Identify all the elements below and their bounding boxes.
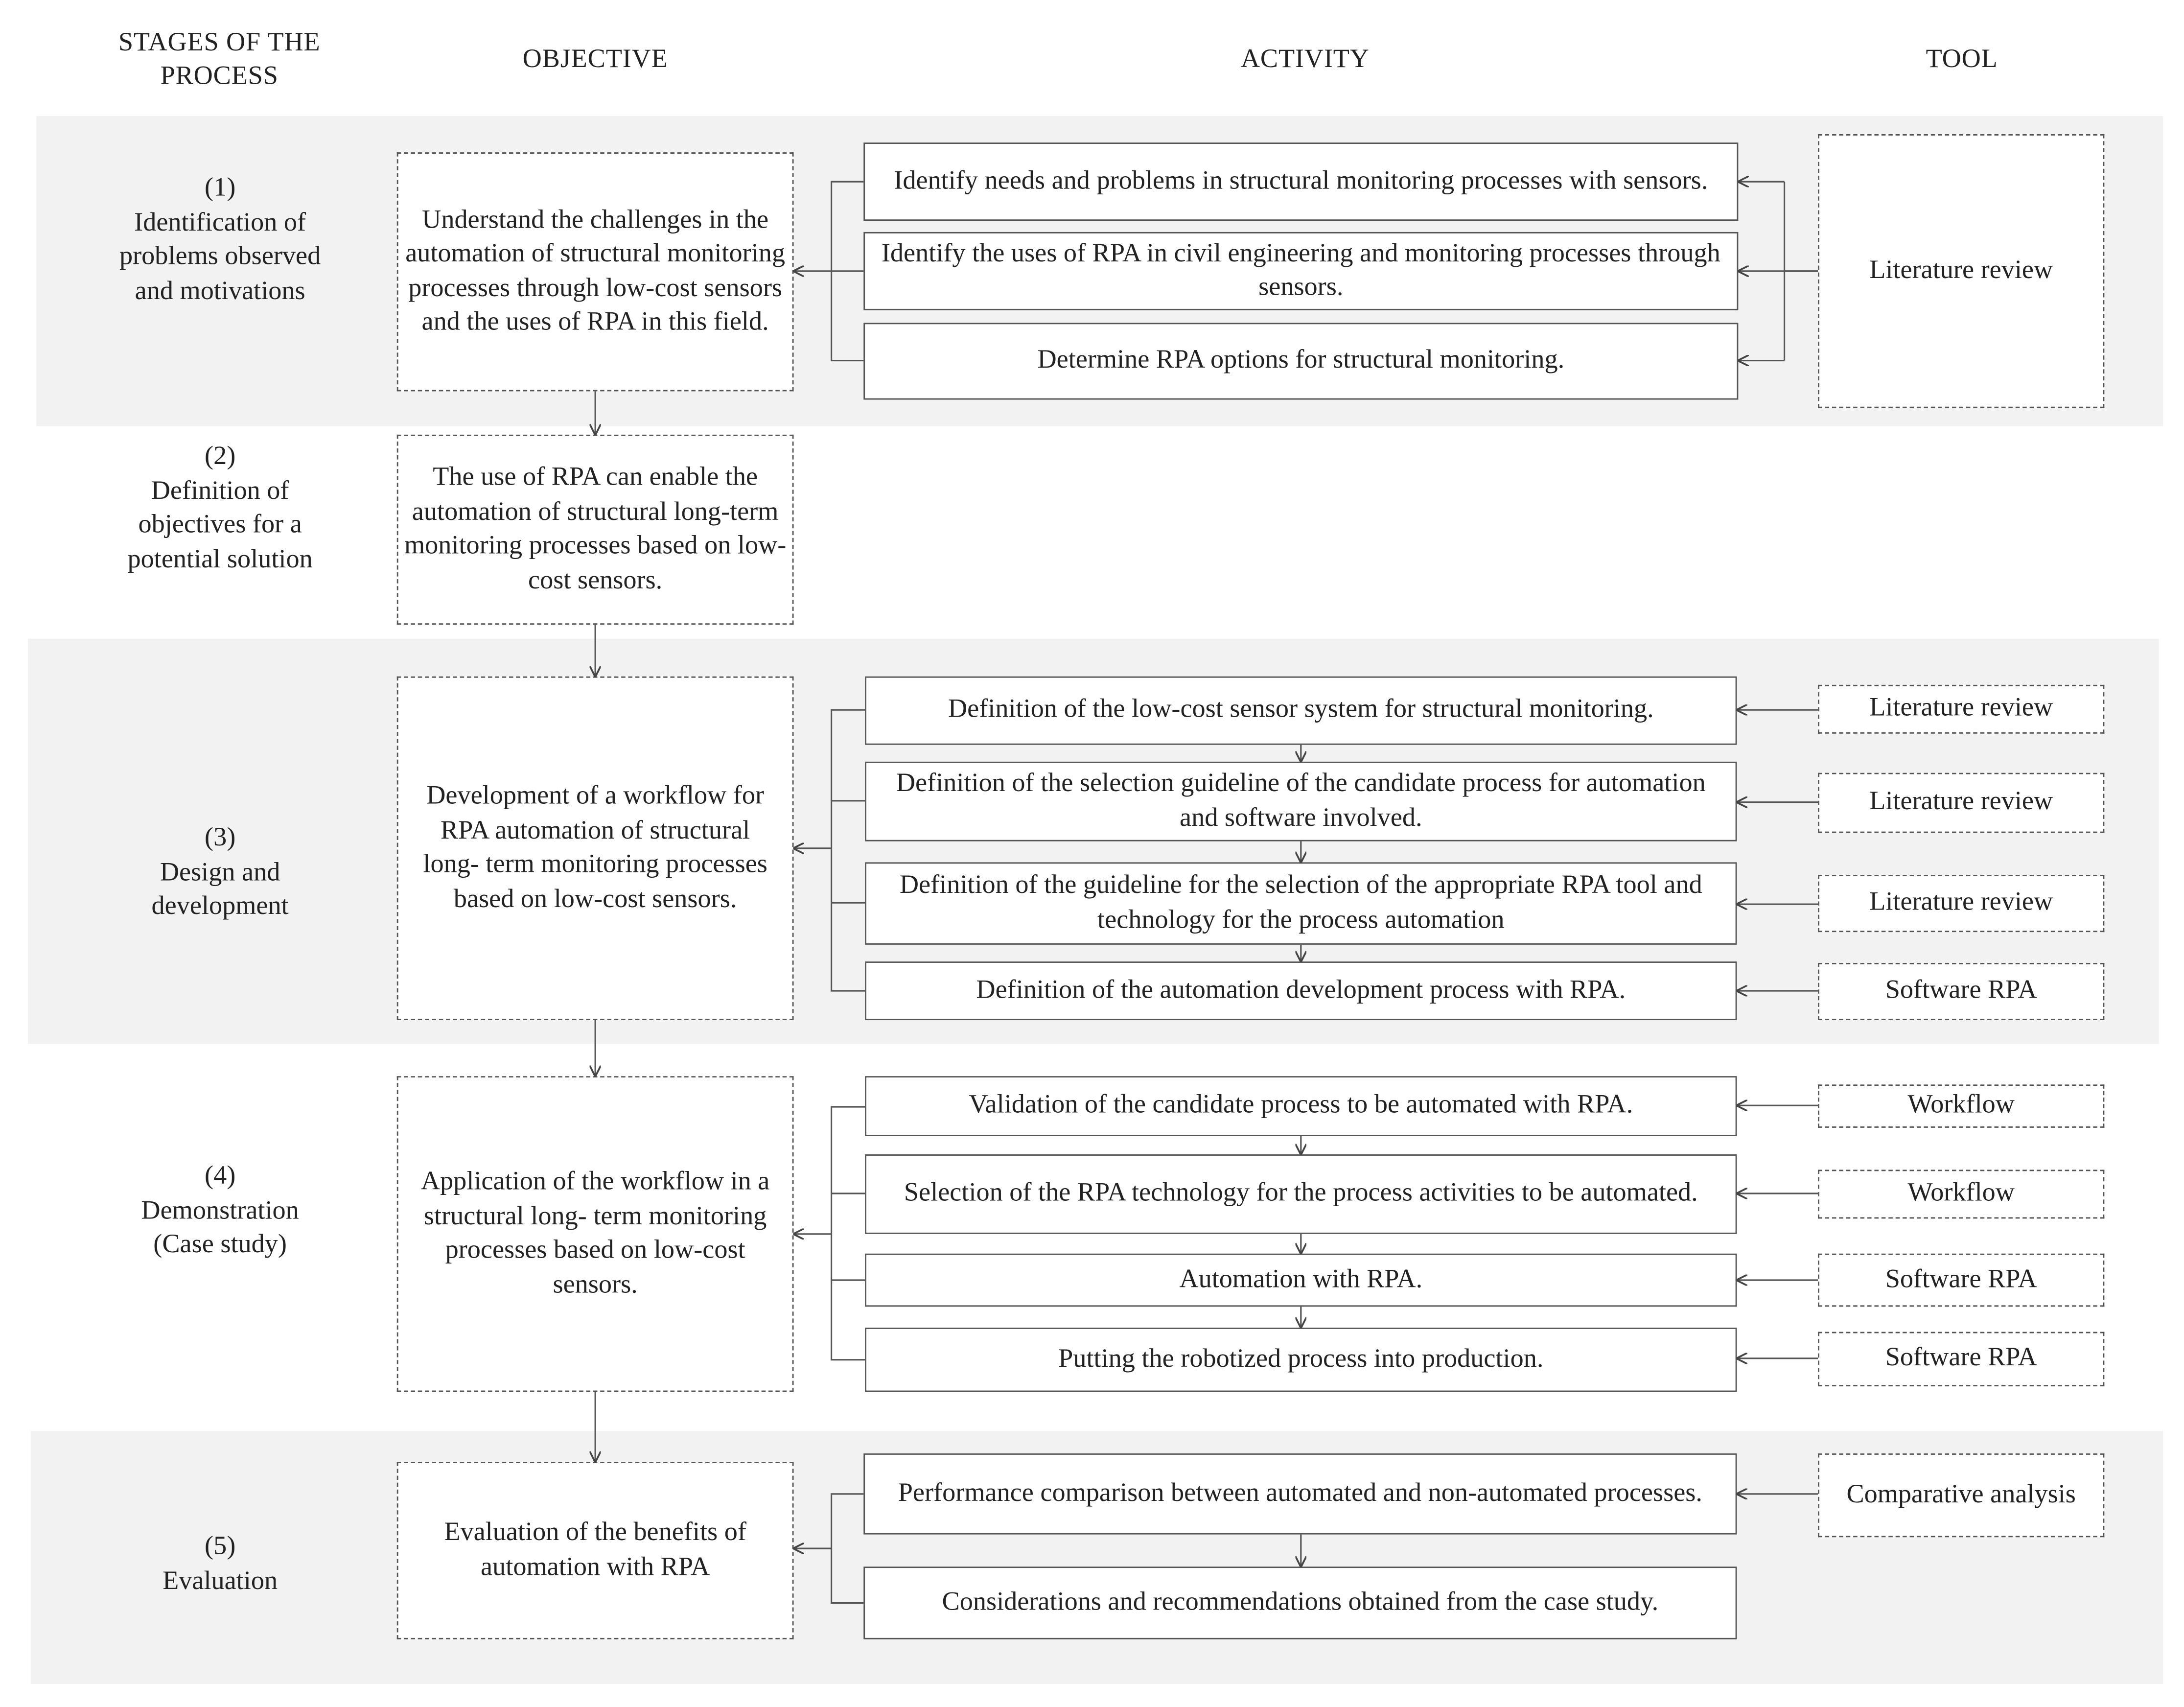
stage-number: (1) bbox=[205, 173, 236, 203]
stage-number: (3) bbox=[205, 823, 236, 853]
stage-1-label bbox=[84, 172, 356, 309]
activity-box bbox=[865, 677, 1737, 745]
stage-number: (4) bbox=[205, 1161, 236, 1191]
stage-3-label bbox=[84, 822, 356, 925]
activity-text: Definition of the automation development process with RPA. bbox=[976, 975, 1626, 1005]
stage-5-label bbox=[84, 1530, 356, 1599]
tool-text: Software RPA bbox=[1885, 1343, 2037, 1373]
objective-box-5 bbox=[397, 1462, 794, 1639]
tool-box bbox=[1818, 1254, 2104, 1307]
activity-text: Definition of the guideline for the selection of the appropriate RPA tool and technology for the process automation bbox=[899, 870, 1702, 935]
activity-text: Performance comparison between automated and non-automated processes. bbox=[898, 1478, 1702, 1508]
activity-box bbox=[865, 762, 1737, 842]
tool-box bbox=[1818, 1453, 2104, 1537]
tool-text: Literature review bbox=[1869, 693, 2053, 723]
activity-box bbox=[863, 232, 1738, 310]
tool-text: Literature review bbox=[1869, 787, 2053, 817]
stage-name: Evaluation bbox=[163, 1566, 278, 1595]
objective-box-4 bbox=[397, 1076, 794, 1392]
objective-box-3 bbox=[397, 677, 794, 1020]
objective-text: Development of a workflow for RPA automation of structural long- term monitoring processes based on low-cost sensors. bbox=[423, 781, 767, 913]
tool-text: Workflow bbox=[1907, 1178, 2015, 1208]
objective-box-1 bbox=[397, 152, 794, 391]
tool-text: Literature review bbox=[1869, 888, 2053, 917]
activity-text: Definition of the low-cost sensor system for structural monitoring. bbox=[948, 695, 1654, 725]
activity-box bbox=[863, 142, 1738, 221]
stage-number: (2) bbox=[205, 442, 236, 471]
header-objective: OBJECTIVE bbox=[522, 45, 668, 74]
activity-box bbox=[863, 1453, 1737, 1535]
tool-box bbox=[1818, 1084, 2104, 1127]
activity-box bbox=[865, 961, 1737, 1020]
stage-name: Definition of objectives for a potential solution bbox=[127, 476, 313, 574]
activity-box bbox=[865, 862, 1737, 944]
activity-box bbox=[863, 323, 1738, 399]
objective-text: The use of RPA can enable the automation of structural long-term monitoring processes based on low-cost sensors. bbox=[404, 462, 787, 595]
objective-text: Understand the challenges in the automation of structural monitoring processes through low-cost sensors and the uses of RPA in this field. bbox=[405, 205, 786, 337]
tool-box bbox=[1818, 685, 2104, 734]
stage-2-label bbox=[84, 440, 356, 577]
tool-box bbox=[1818, 963, 2104, 1020]
stage-name: Demonstration (Case study) bbox=[141, 1195, 299, 1260]
activity-box bbox=[865, 1154, 1737, 1234]
tool-text: Software RPA bbox=[1885, 1264, 2037, 1294]
activity-text: Considerations and recommendations obtained from the case study. bbox=[942, 1587, 1659, 1617]
bracket-line bbox=[832, 1107, 865, 1360]
header-tool: TOOL bbox=[1926, 45, 1998, 74]
activity-text: Putting the robotized process into production. bbox=[1058, 1344, 1544, 1374]
stage-name: Design and development bbox=[151, 857, 289, 921]
objective-box-2 bbox=[397, 435, 794, 625]
activity-text: Validation of the candidate process to be automated with RPA. bbox=[969, 1090, 1633, 1120]
tool-box bbox=[1818, 1332, 2104, 1386]
objective-text: Application of the workflow in a structural long- term monitoring processes based on low-cost sensors. bbox=[420, 1167, 770, 1299]
stage-number: (5) bbox=[205, 1531, 236, 1561]
header-stages: STAGES OF THE PROCESS bbox=[118, 28, 321, 91]
objective-text: Evaluation of the benefits of automation with RPA bbox=[444, 1518, 746, 1582]
activity-box bbox=[865, 1328, 1737, 1392]
stage-name: Identification of problems observed and motivations bbox=[119, 207, 321, 305]
activity-text: Identify needs and problems in structural monitoring processes with sensors. bbox=[894, 166, 1708, 195]
stage-4-label bbox=[84, 1160, 356, 1263]
activity-text: Selection of the RPA technology for the process activities to be automated. bbox=[904, 1178, 1698, 1208]
activity-box bbox=[865, 1076, 1737, 1136]
activity-text: Determine RPA options for structural monitoring. bbox=[1037, 345, 1565, 375]
tool-text: Comparative analysis bbox=[1846, 1479, 2076, 1509]
activity-box bbox=[863, 1567, 1737, 1639]
header-activity: ACTIVITY bbox=[1240, 45, 1370, 74]
tool-box bbox=[1818, 773, 2104, 833]
tool-box bbox=[1818, 134, 2104, 408]
tool-text: Software RPA bbox=[1885, 976, 2037, 1005]
tool-box bbox=[1818, 1169, 2104, 1218]
tool-box bbox=[1818, 875, 2104, 932]
activity-text: Definition of the selection guideline of the candidate process for automation and software involved. bbox=[896, 769, 1706, 833]
activity-text: Automation with RPA. bbox=[1179, 1264, 1423, 1294]
activity-box bbox=[865, 1254, 1737, 1307]
tool-text: Literature review bbox=[1869, 255, 2053, 285]
activity-text: Identify the uses of RPA in civil engineering and monitoring processes through sensors. bbox=[881, 238, 1720, 302]
tool-text: Workflow bbox=[1907, 1090, 2015, 1120]
